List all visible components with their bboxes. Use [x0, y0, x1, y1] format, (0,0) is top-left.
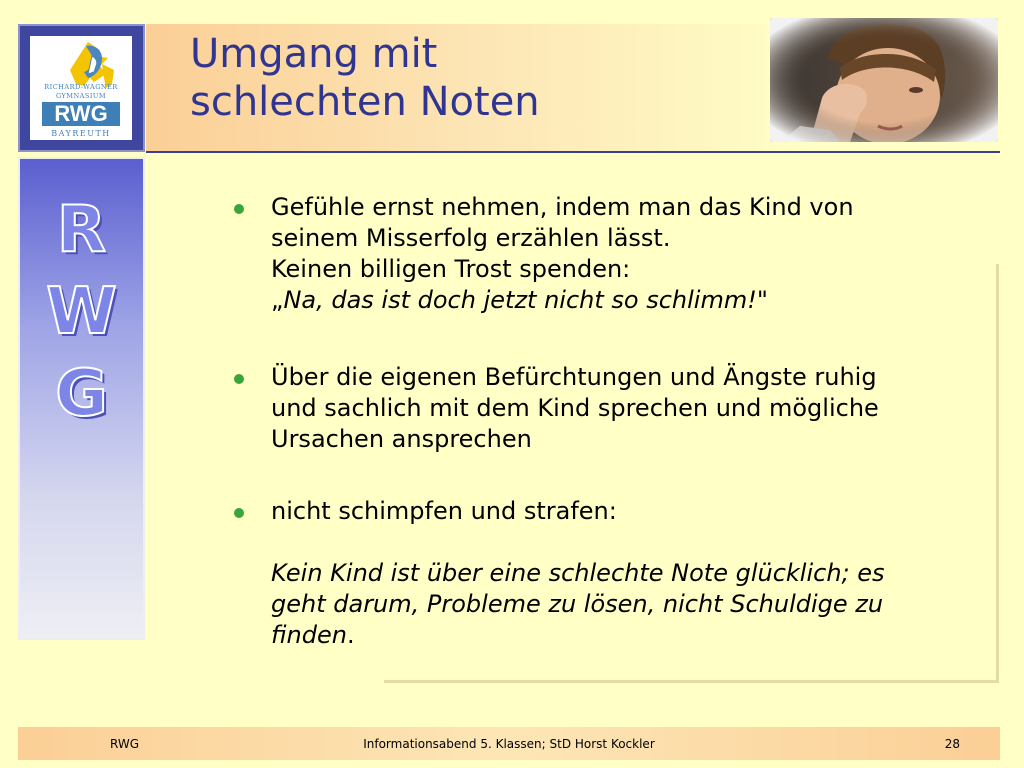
- slide-title: [190, 30, 710, 126]
- logo-panel: [30, 36, 132, 140]
- line-gap: [271, 527, 948, 558]
- bullet-quote: [271, 285, 948, 316]
- bullet-italic-text: Kein Kind ist über eine schlechte Note glücklich; es: [271, 559, 885, 587]
- bullet-list: [228, 192, 948, 651]
- footer-center: Informationsabend 5. Klassen; StD Horst Kockler: [363, 737, 655, 751]
- sidebar-rwg: [18, 157, 145, 640]
- quote-close: ": [756, 286, 768, 314]
- logo-line-1: RICHARD-WAGNER: [44, 83, 118, 91]
- bullet-text: Keinen billigen Trost spenden:: [271, 255, 631, 283]
- italic-last-word: finden: [271, 621, 347, 649]
- slide-footer: [18, 727, 1000, 760]
- footer-left: RWG: [110, 737, 140, 751]
- quote-open: „: [271, 286, 284, 314]
- header-rule: [146, 151, 1000, 153]
- bullet-item: [228, 362, 948, 455]
- bullet-text: und sachlich mit dem Kind sprechen und mögliche: [271, 394, 879, 422]
- content-frame-right: [996, 264, 999, 682]
- bullet-dot-icon: [234, 508, 244, 518]
- bullet-italic-last: [271, 620, 948, 651]
- logo-mark: RWG: [42, 102, 120, 126]
- crying-child-photo: [770, 18, 998, 142]
- bullet-text: Ursachen ansprechen: [271, 425, 532, 453]
- bullet-text: Über die eigenen Befürchtungen und Ängste ruhig: [271, 363, 877, 391]
- title-line-2: schlechten Noten: [190, 79, 540, 125]
- logo-line-2: GYMNASIUM: [55, 92, 107, 100]
- logo-city: BAYREUTH: [51, 129, 111, 138]
- bullet-dot-icon: [234, 374, 244, 384]
- content-frame-bottom: [384, 680, 999, 683]
- bullet-text: Gefühle ernst nehmen, indem man das Kind von: [271, 193, 854, 221]
- bullet-text: nicht schimpfen und strafen:: [271, 497, 617, 525]
- bullet-item: [228, 496, 948, 651]
- bullet-dot-icon: [234, 204, 244, 214]
- bullet-italic-text: geht darum, Probleme zu lösen, nicht Schuldige zu: [271, 590, 884, 618]
- photo-image: [770, 18, 998, 142]
- last-punct: .: [346, 621, 355, 649]
- bullet-item: [228, 192, 948, 316]
- sidebar-letter-w: W: [46, 275, 117, 349]
- sidebar-letter-r: R: [56, 193, 107, 267]
- bullet-text: seinem Misserfolg erzählen lässt.: [271, 224, 671, 252]
- title-line-1: Umgang mit: [190, 31, 438, 77]
- quote-text: Na, das ist doch jetzt nicht so schlimm!: [283, 286, 757, 314]
- page-number: 28: [944, 737, 960, 751]
- school-logo: [18, 24, 145, 152]
- sidebar-letter-g: G: [55, 357, 108, 431]
